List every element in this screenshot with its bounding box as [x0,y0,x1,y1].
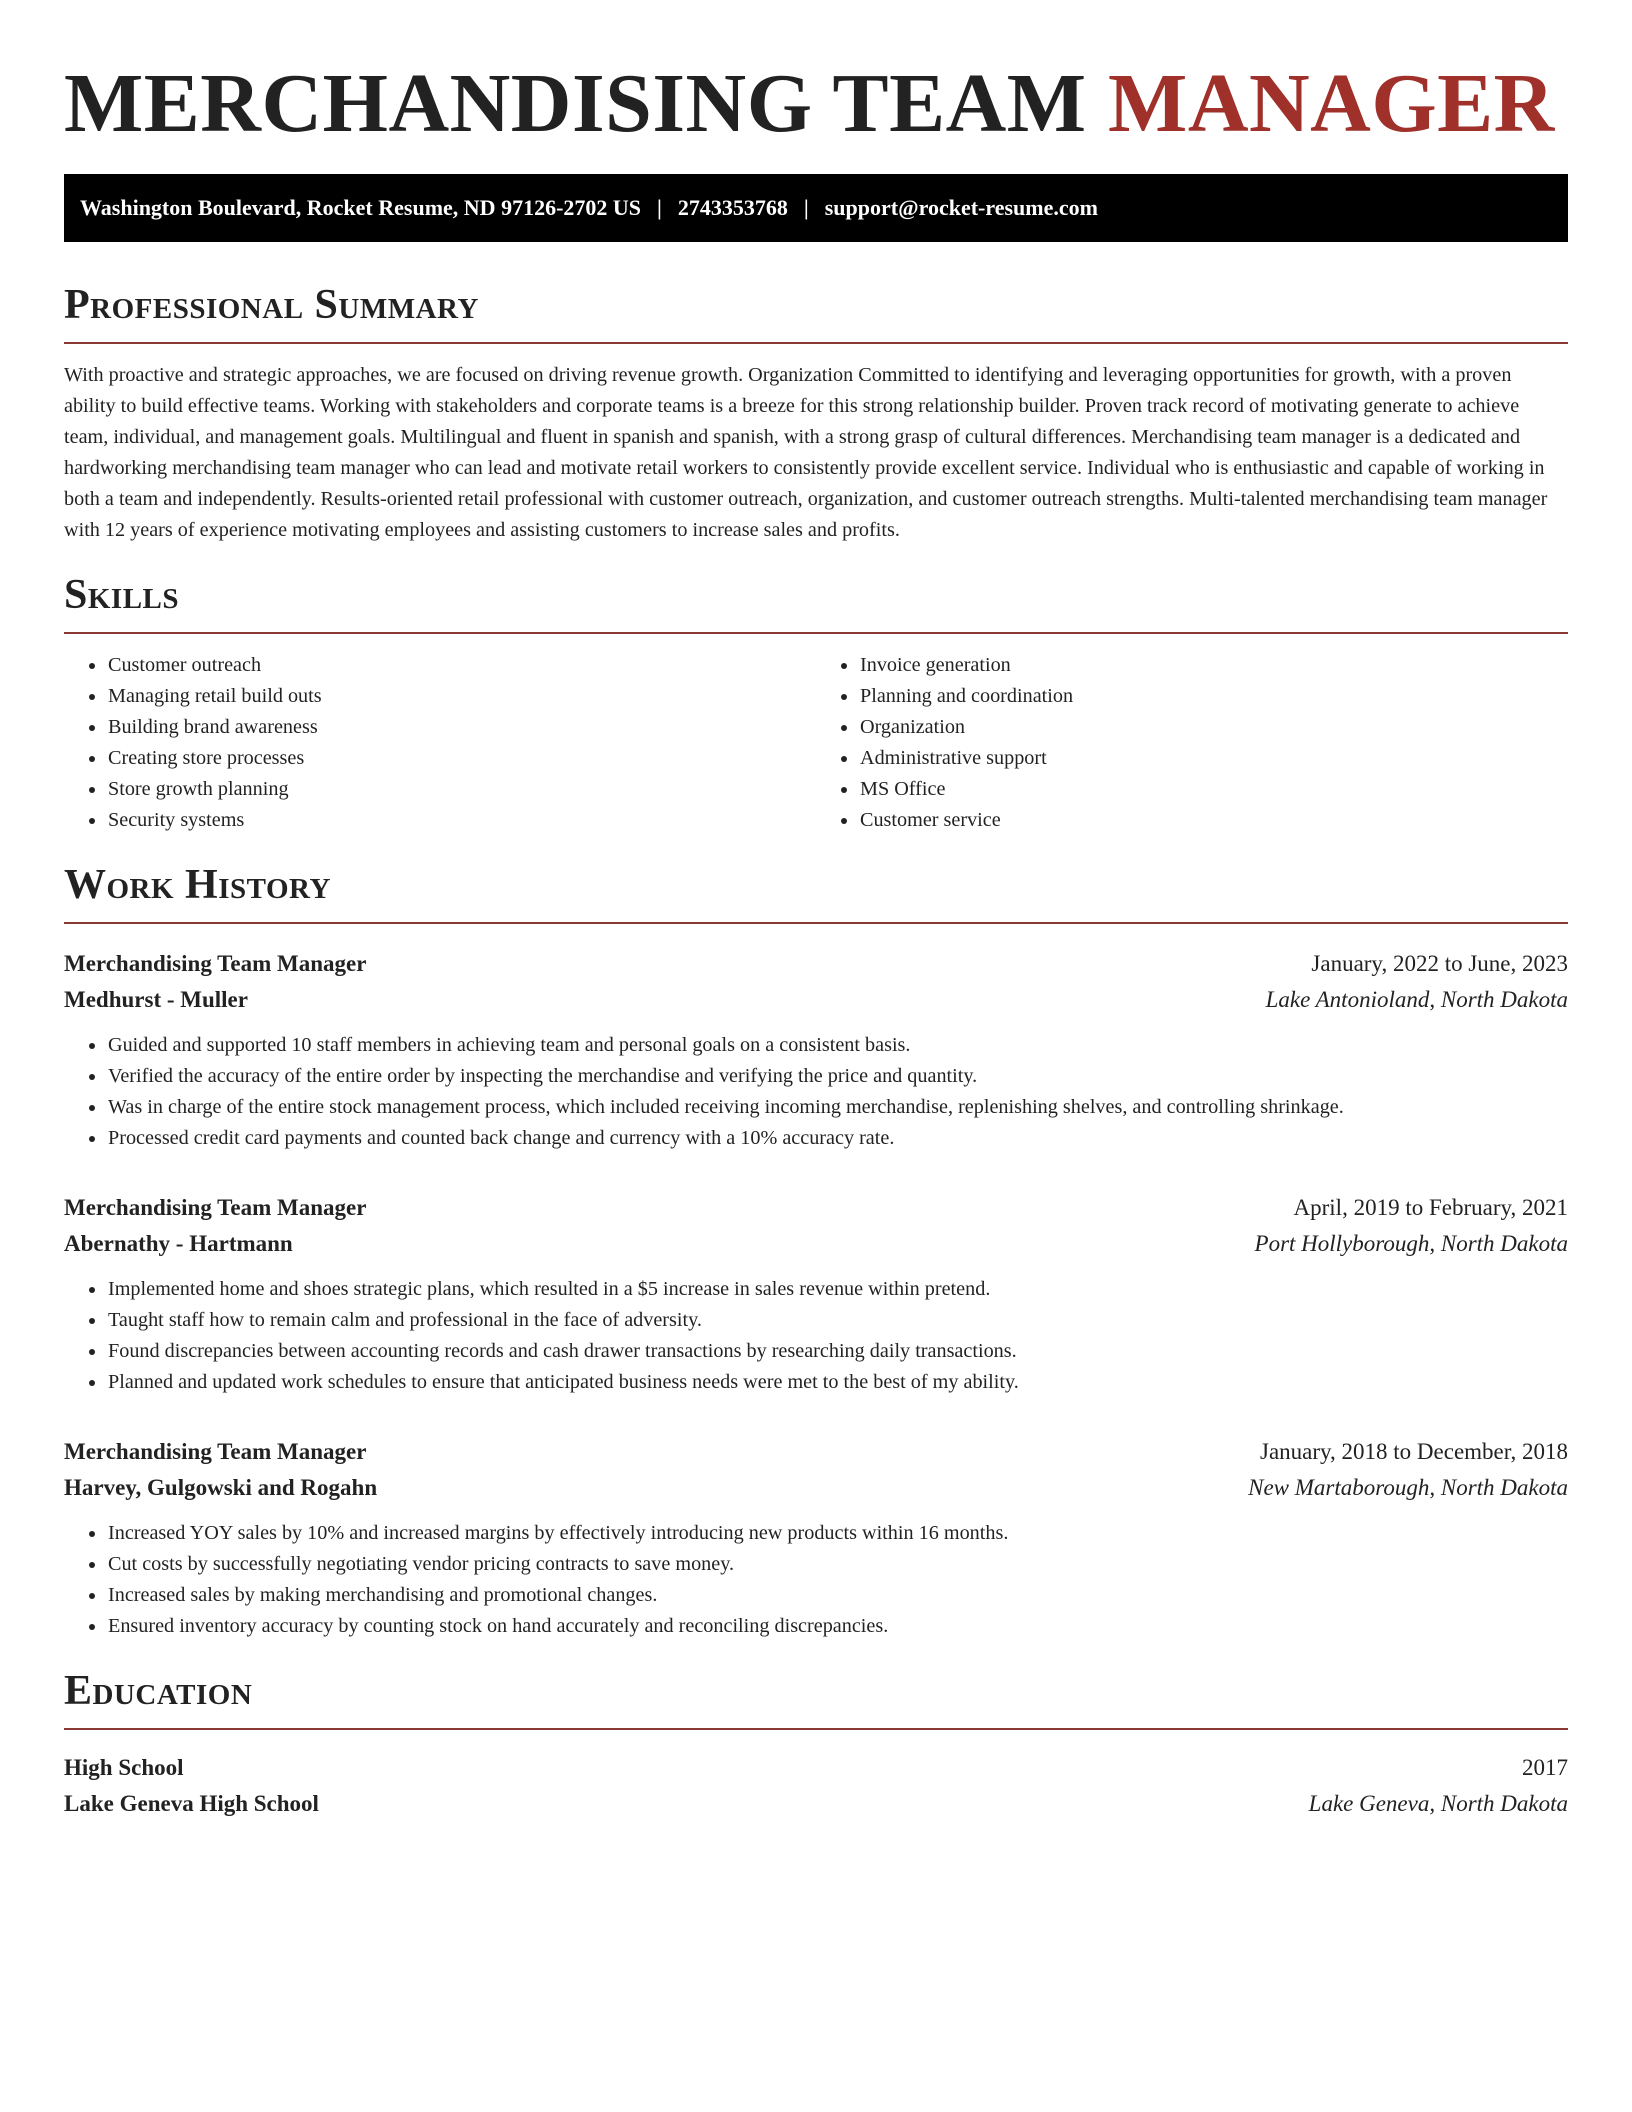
skill-item: • Invoice generation [859,650,1568,681]
skill-item: • Creating store processes [107,743,816,774]
skill-item: • Store growth planning [107,774,816,805]
job-title: Merchandising Team Manager [64,951,367,976]
job-bullet: • Was in charge of the entire stock management process, which included receiving incoming merchandise, replenishing shelves, and controlling shrinkage. [107,1092,1568,1123]
skill-item: • Customer outreach [107,650,816,681]
education-degree: High School [64,1755,184,1780]
summary-heading: Professional Summary [64,282,1568,344]
candidate-name [64,54,1568,154]
education-section [64,1668,1568,1822]
job-title: Merchandising Team Manager [64,1195,367,1220]
contact-separator: | [657,195,662,220]
contact-phone: 2743353768 [677,195,788,220]
work-history-section [64,862,1568,1642]
skills-section [64,572,1568,836]
job-company: Abernathy - Hartmann [64,1231,293,1256]
skill-item: • Security systems [107,805,816,836]
job-dates: January, 2022 to June, 2023 [1311,951,1568,976]
education-location: Lake Geneva, North Dakota [1308,1791,1568,1816]
job-title: Merchandising Team Manager [64,1439,367,1464]
education-school-row [64,1786,1568,1822]
job-bullet: • Verified the accuracy of the entire order by inspecting the merchandise and verifying the price and quantity. [107,1061,1568,1092]
job-company-row [64,1226,1568,1262]
education-school: Lake Geneva High School [64,1791,319,1816]
skill-item: • Administrative support [859,743,1568,774]
job-bullets [64,1518,1568,1642]
skill-item: • Planning and coordination [859,681,1568,712]
name-accent: MANAGER [1108,57,1555,150]
name-primary: MERCHANDISING TEAM [64,57,1087,150]
contact-email[interactable]: support@rocket-resume.com [824,195,1098,220]
contact-bar [64,174,1568,242]
contact-address: Washington Boulevard, Rocket Resume, ND 97126-2702 US [80,195,642,220]
job-entry [64,946,1568,1154]
job-entry [64,1190,1568,1398]
skill-item: • Customer service [859,805,1568,836]
job-company: Medhurst - Muller [64,987,248,1012]
education-header-row [64,1750,1568,1786]
job-header-row [64,1190,1568,1226]
job-location: Port Hollyborough, North Dakota [1254,1231,1568,1256]
job-bullets [64,1030,1568,1154]
skills-list [64,650,1568,836]
job-bullet: • Increased YOY sales by 10% and increased margins by effectively introducing new products within 16 months. [107,1518,1568,1549]
summary-text: With proactive and strategic approaches, we are focused on driving revenue growth. Organization Committed to identifying and leveraging opportunities for growth, with a proven ability to build effective teams. Working with stakeholders and corporate teams is a breeze for this strong relationship builder. Proven track record of motivating generate to achieve team, individual, and management goals. Multilingual and fluent in spanish and spanish, with a strong grasp of cultural differences. Merchandising team manager is a dedicated and hardworking merchandising team manager who can lead and motivate retail workers to consistently provide excellent service. Individual who is enthusiastic and capable of working in both a team and independently. Results-oriented retail professional with customer outreach, organization, and customer outreach strengths. Multi-talented merchandising team manager with 12 years of experience motivating employees and assisting customers to increase sales and profits. [64,364,1548,541]
skills-column-left [64,650,816,836]
education-year: 2017 [1522,1755,1568,1780]
job-location: Lake Antonioland, North Dakota [1265,987,1568,1012]
skill-item: • Managing retail build outs [107,681,816,712]
education-entry [64,1750,1568,1822]
job-bullet: • Implemented home and shoes strategic plans, which resulted in a $5 increase in sales revenue within pretend. [107,1274,1568,1305]
job-bullet: • Cut costs by successfully negotiating vendor pricing contracts to save money. [107,1549,1568,1580]
job-location: New Martaborough, North Dakota [1248,1475,1568,1500]
job-bullet: • Planned and updated work schedules to ensure that anticipated business needs were met to the best of my ability. [107,1367,1568,1398]
skill-item: • Organization [859,712,1568,743]
job-entry [64,1434,1568,1642]
job-company-row [64,982,1568,1018]
job-bullet: • Guided and supported 10 staff members in achieving team and personal goals on a consistent basis. [107,1030,1568,1061]
job-bullet: • Processed credit card payments and counted back change and currency with a 10% accuracy rate. [107,1123,1568,1154]
summary-section [64,282,1568,546]
job-header-row [64,1434,1568,1470]
work-history-heading: Work History [64,862,1568,924]
job-header-row [64,946,1568,982]
job-bullet: • Increased sales by making merchandising and promotional changes. [107,1580,1568,1611]
contact-separator: | [803,195,809,220]
job-bullet: • Found discrepancies between accounting records and cash drawer transactions by researching daily transactions. [107,1336,1568,1367]
job-company: Harvey, Gulgowski and Rogahn [64,1475,378,1500]
job-bullet: • Ensured inventory accuracy by counting stock on hand accurately and reconciling discrepancies. [107,1611,1568,1642]
education-heading: Education [64,1668,1568,1730]
job-dates: January, 2018 to December, 2018 [1260,1439,1568,1464]
job-bullets [64,1274,1568,1398]
skills-heading: Skills [64,572,1568,634]
skills-column-right [816,650,1568,836]
job-company-row [64,1470,1568,1506]
skill-item: • MS Office [859,774,1568,805]
job-bullet: • Taught staff how to remain calm and professional in the face of adversity. [107,1305,1568,1336]
job-dates: April, 2019 to February, 2021 [1293,1195,1568,1220]
skill-item: • Building brand awareness [107,712,816,743]
